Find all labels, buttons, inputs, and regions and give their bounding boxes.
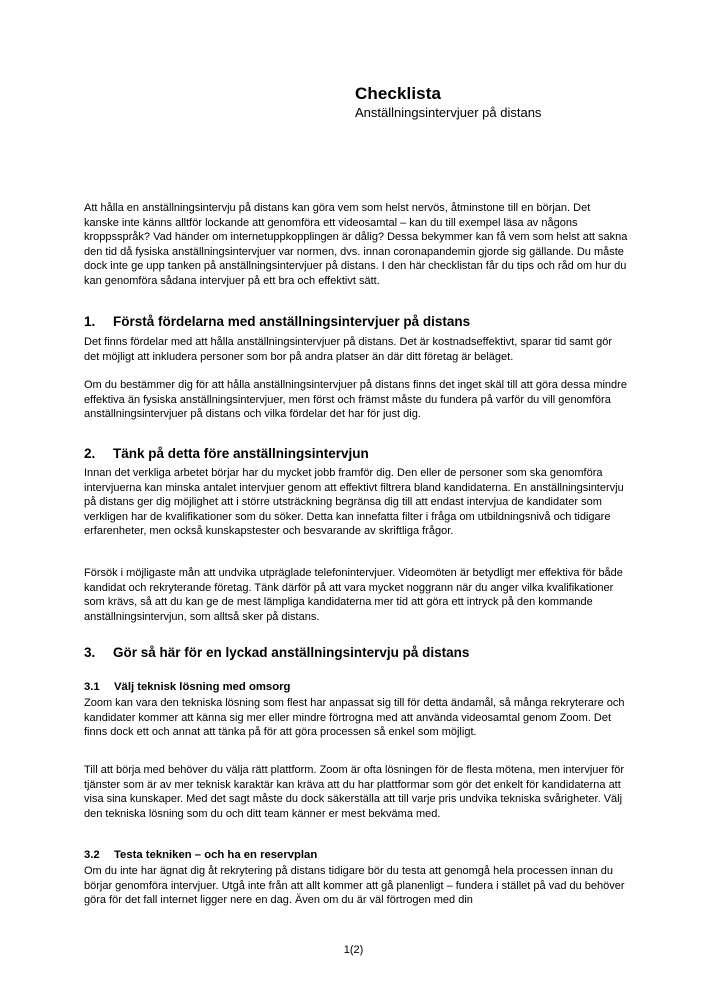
- section-1-number: 1.: [84, 314, 96, 329]
- subsection-3-1-paragraph-1: Zoom kan vara den tekniska lösning som flest har anpassat sig till för detta ändamål, så många rekryterare och kandidater kommer att känna sig mer eller mindre förtrogna med att använda videosamtal genom Zoom. Det finns dock ett och annat att tänka på för att göra processen så enkel som möjligt.: [84, 697, 625, 738]
- subsection-3-1-title: Välj teknisk lösning med omsorg: [114, 681, 291, 693]
- section-1-paragraph-2: Om du bestämmer dig för att hålla anställningsintervjuer på distans finns det inget skäl till att göra dessa mindre effektiva än fysiska anställningsintervjuer, men först och främst måste du fundera på varför du vill genomföra anställningsintervjuer på distans och vilka fördelar det har för just dig.: [84, 379, 627, 420]
- section-1-paragraph-1: Det finns fördelar med att hålla anställningsintervjuer på distans. Det är kostnadseffektivt, sparar tid samt gör det möjligt att inkludera personer som bor på andra platser än där ditt företag är beläget.: [84, 336, 613, 363]
- document-subtitle: Anställningsintervjuer på distans: [355, 105, 542, 120]
- section-1-title: Förstå fördelarna med anställningsintervjuer på distans: [113, 314, 471, 329]
- subsection-3-2-number: 3.2: [84, 849, 100, 861]
- subsection-3-2-title: Testa tekniken – och ha en reservplan: [114, 849, 318, 861]
- section-3-heading: [84, 644, 644, 661]
- section-3-number: 3.: [84, 645, 96, 660]
- section-2-heading: [84, 445, 644, 462]
- document-title: Checklista: [355, 84, 442, 103]
- page-number: 1(2): [343, 944, 364, 956]
- subsection-3-1-number: 3.1: [84, 681, 100, 693]
- subsection-3-2-heading: [84, 848, 644, 863]
- section-2-paragraph-1: Innan det verkliga arbetet börjar har du mycket jobb framför dig. Den eller de personer som ska genomföra intervjuerna kan minska antalet intervjuer genom att effektivt filtrera bland kandidaterna. En anställningsintervju på distans ger dig möjlighet att i större utsträckning begränsa dig till att endast intervjua de kandidater som verkligen har de kvalifikationer som du söker. Detta kan innefatta filter i fråga om utbildningsnivå och tidigare erfarenheter, men också kunskapstester och besvarande av skriftliga frågor.: [84, 467, 624, 537]
- subsection-3-1-paragraph-2: Till att börja med behöver du välja rätt plattform. Zoom är ofta lösningen för de flesta mötena, men intervjuer för tjänster som är av mer teknisk karaktär kan kräva att du har plattformar som gör det enkelt för kandidaterna att visa sina kunskaper. Med det sagt måste du dock säkerställa att till varje pris undvika tekniska svårigheter. Välj den tekniska lösning som du och ditt team känner er mest bekväma med.: [84, 764, 625, 820]
- section-2-number: 2.: [84, 446, 96, 461]
- subsection-3-2-paragraph-1: Om du inte har ägnat dig åt rekrytering på distans tidigare bör du testa att genomgå hela processen innan du börjar genomföra intervjuer. Utgå inte från att allt kommer att gå planenligt – fundera i stället på vad du behöver göra för det fall internet ligger nere en dag. Även om du är väl förtrogen med din: [84, 865, 625, 906]
- section-2-title: Tänk på detta före anställningsintervjun: [113, 446, 369, 461]
- section-3-title: Gör så här för en lyckad anställningsintervju på distans: [113, 645, 470, 660]
- section-1-heading: [84, 313, 644, 330]
- subsection-3-1-heading: [84, 680, 644, 695]
- intro-paragraph: Att hålla en anställningsintervju på distans kan göra vem som helst nervös, åtminstone till en början. Det kanske inte känns alltför lockande att genomföra ett videosamtal – kan du till exempel läsa av någons kroppsspråk? Vad händer om internetuppkopplingen är dålig? Dessa bekymmer kan få vem som helst att sakna den tid då fysiska anställningsintervjuer var normen, dvs. innan coronapandemin gjorde sig gällande. Du måste dock inte ge upp tanken på anställningsintervjuer på distans. I den här checklistan får du tips och råd om hur du kan genomföra sådana intervjuer på ett bra och effektivt sätt.: [84, 202, 628, 287]
- section-2-paragraph-2: Försök i möjligaste mån att undvika utpräglade telefonintervjuer. Videomöten är betydligt mer effektiva för både kandidat och rekryterande företag. Tänk därför på att vara mycket noggrann när du anger vilka kvalifikationer som krävs, så att du kan ge de mest lämpliga kandidaterna mer tid att göra ett intryck på den kommande anställningsintervjun, som alltså sker på distans.: [84, 567, 623, 623]
